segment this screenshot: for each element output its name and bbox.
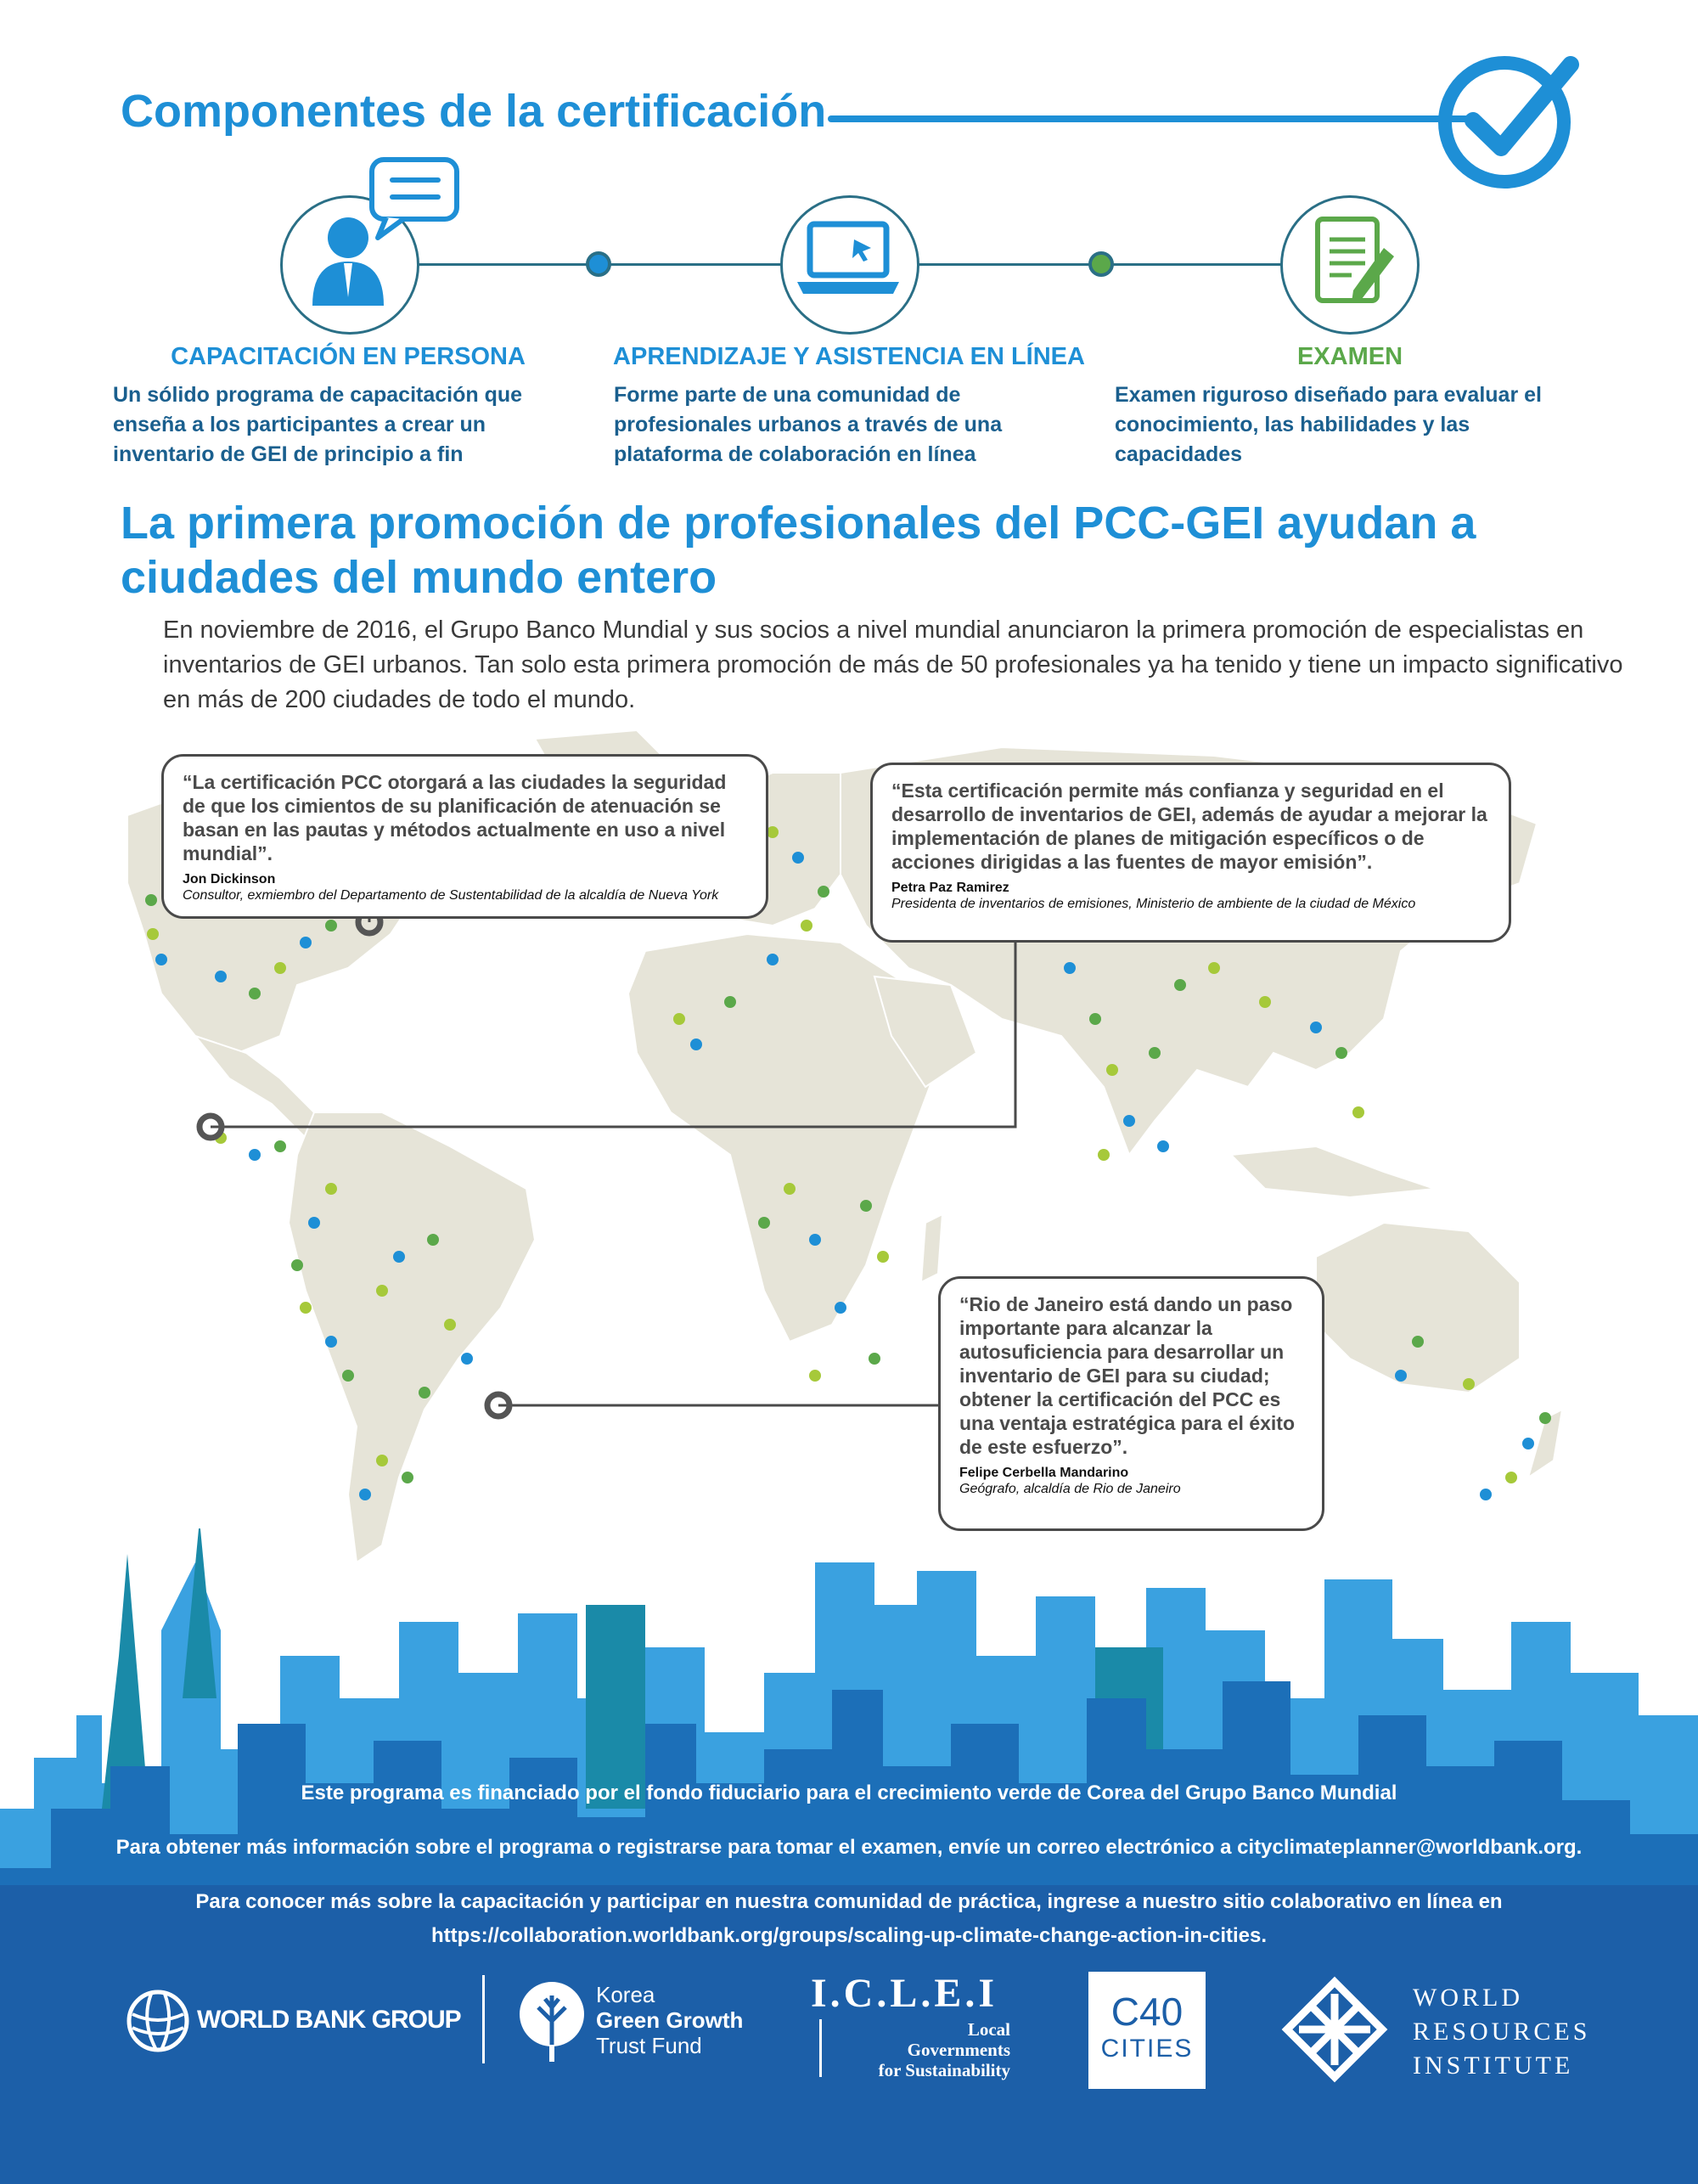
wri-logo-line3: INSTITUTE xyxy=(1413,2052,1574,2080)
page-title: Componentes de la certificación xyxy=(121,86,827,137)
city-dot xyxy=(359,1489,371,1500)
step-2-description: Forme parte de una comunidad de profesionales urbanos a través de una plataforma de colaboración en línea xyxy=(614,383,1003,466)
city-dot xyxy=(393,1251,405,1263)
title-rule xyxy=(828,115,1473,122)
iclei-line3: for Sustainability xyxy=(878,2060,1010,2080)
world-bank-globe-icon xyxy=(126,1989,190,2053)
city-dot xyxy=(809,1234,821,1246)
iclei-line2: Governments xyxy=(907,2040,1010,2060)
city-dot xyxy=(1106,1064,1118,1076)
quote-author: Jon Dickinson xyxy=(183,872,276,887)
city-dot xyxy=(758,1217,770,1229)
city-dot xyxy=(427,1234,439,1246)
step-3-title: EXAMEN xyxy=(1296,343,1403,370)
section-heading: La primera promoción de profesionales del PCC-GEI ayudan a ciudades del mundo entero xyxy=(121,498,1476,603)
city-dot xyxy=(1208,962,1220,974)
city-dot xyxy=(308,1217,320,1229)
korea-logo-line2: Green Growth xyxy=(596,2007,744,2033)
city-dot xyxy=(145,894,157,906)
city-dot xyxy=(1463,1378,1475,1390)
city-dot xyxy=(1412,1336,1424,1348)
city-dot xyxy=(147,928,159,940)
footer-url-link[interactable]: https://collaboration.worldbank.org/groups/scaling-up-climate-change-action-in-cities. xyxy=(430,1924,1268,1947)
madagascar-land xyxy=(921,1214,942,1282)
partner-logos xyxy=(0,1962,1698,2114)
korea-tree-icon xyxy=(516,1979,588,2063)
logo-divider xyxy=(482,1975,485,2063)
step-1-title: CAPACITACIÓN EN PERSONA xyxy=(171,343,526,370)
document-pencil-icon xyxy=(1307,214,1401,316)
quote-author: Felipe Cerbella Mandarino xyxy=(959,1466,1129,1480)
city-dot xyxy=(419,1387,430,1399)
city-dot xyxy=(690,1039,702,1050)
city-dot xyxy=(300,937,312,948)
city-dot xyxy=(1310,1022,1322,1033)
city-dot xyxy=(673,1013,685,1025)
city-dot xyxy=(300,1302,312,1314)
laptop-icon xyxy=(793,217,903,302)
city-dot xyxy=(249,988,261,999)
person-speech-icon xyxy=(297,153,467,314)
city-dot xyxy=(767,826,779,838)
city-dot xyxy=(792,852,804,864)
city-dot xyxy=(461,1353,473,1365)
city-dot xyxy=(325,1336,337,1348)
city-dot xyxy=(835,1302,846,1314)
city-dot xyxy=(1157,1140,1169,1152)
city-dot xyxy=(1335,1047,1347,1059)
iclei-bracket xyxy=(819,2019,822,2077)
city-dot xyxy=(1395,1370,1407,1382)
footer-community-text: Para conocer más sobre la capacitación y participar en nuestra comunidad de práctica, ingrese a nuestro sitio colaborativo en línea en xyxy=(195,1890,1503,1913)
city-dot xyxy=(1098,1149,1110,1161)
city-dot xyxy=(325,1183,337,1195)
city-dot xyxy=(1149,1047,1161,1059)
city-dot xyxy=(274,962,286,974)
world-bank-group-logo: WORLD BANK GROUP xyxy=(197,2006,461,2034)
c40-logo-line1: C40 xyxy=(1110,1990,1184,2034)
quote-text: “La certificación PCC otorgará a las ciudades la seguridad de que los cimientos de su planificación de atenuación se basan en las pautas y métodos actualmente en uso a nivel mundial”. xyxy=(183,771,727,864)
city-dot xyxy=(342,1370,354,1382)
city-dot xyxy=(325,920,337,932)
quote-author-role: Consultor, exmiembro del Departamento de Sustentabilidad de la alcaldía de Nueva York xyxy=(183,888,719,903)
city-dot xyxy=(869,1353,880,1365)
city-dot xyxy=(1174,979,1186,991)
korea-logo-line3: Trust Fund xyxy=(596,2033,702,2058)
city-dot xyxy=(784,1183,796,1195)
quote-author: Petra Paz Ramirez xyxy=(891,881,1009,895)
step-1-description: Un sólido programa de capacitación que enseña a los participantes a crear un inventario de GEI de principio a fin xyxy=(113,383,523,466)
city-dot xyxy=(1064,962,1076,974)
city-dot xyxy=(1123,1115,1135,1127)
city-dot xyxy=(249,1149,261,1161)
city-dot xyxy=(767,954,779,965)
wri-logo-line1: WORLD xyxy=(1413,1984,1523,2012)
city-dot xyxy=(1480,1489,1492,1500)
city-dot xyxy=(1089,1013,1101,1025)
quote-text: “Esta certificación permite más confianza y seguridad en el desarrollo de inventarios de GEI, además de ayudar a mejorar la implementación de planes de mitigación específicos o de acciones dirigidas a las fuentes de mayor emisión”. xyxy=(891,780,1487,873)
city-dot xyxy=(1352,1106,1364,1118)
australia-land xyxy=(1316,1223,1520,1393)
iclei-line1: Local xyxy=(967,2019,1010,2040)
city-dot xyxy=(376,1285,388,1297)
iclei-logo: I.C.L.E.I xyxy=(811,1971,998,2016)
step-3-description: Examen riguroso diseñado para evaluar el conocimiento, las habilidades y las capacidades xyxy=(1115,383,1542,466)
indonesia-land xyxy=(1231,1146,1435,1197)
wri-logo-line2: RESOURCES xyxy=(1413,2018,1591,2046)
quote-author-role: Geógrafo, alcaldía de Rio de Janeiro xyxy=(959,1482,1181,1496)
city-dot xyxy=(809,1370,821,1382)
city-dot xyxy=(444,1319,456,1331)
city-dot xyxy=(155,954,167,965)
c40-logo xyxy=(1088,1972,1206,2089)
step-dot xyxy=(1088,251,1114,277)
south-america-land xyxy=(289,1112,535,1562)
quote-text: “Rio de Janeiro está dando un paso importante para alcanzar la autosuficiencia para desarrollar un inventario de GEI para su ciudad; obtener la certificación del PCC es una ventaja estratégica para el éxito de este esfuerzo”. xyxy=(959,1293,1296,1458)
city-dot xyxy=(215,971,227,982)
city-dot xyxy=(1505,1472,1517,1483)
wri-knot-icon xyxy=(1280,1975,1389,2084)
footer-contact-text: Para obtener más información sobre el programa o registrarse para tomar el examen, envíe un correo electrónico a cityclimateplanner@worldbank.org. xyxy=(115,1836,1583,1859)
quote-card xyxy=(870,763,1511,943)
city-dot xyxy=(877,1251,889,1263)
step-dot xyxy=(586,251,611,277)
footer-funding-text: Este programa es financiado por el fondo fiduciario para el crecimiento verde de Corea del Grupo Banco Mundial xyxy=(301,1782,1397,1804)
city-dot xyxy=(818,886,829,898)
city-dot xyxy=(274,1140,286,1152)
city-dot xyxy=(860,1200,872,1212)
quote-author-role: Presidenta de inventarios de emisiones, Ministerio de ambiente de la ciudad de México xyxy=(891,897,1416,911)
city-dot xyxy=(1522,1438,1534,1449)
city-dot xyxy=(724,996,736,1008)
city-dot xyxy=(291,1259,303,1271)
city-dot xyxy=(1539,1412,1551,1424)
city-dot xyxy=(376,1455,388,1466)
intro-paragraph: En noviembre de 2016, el Grupo Banco Mundial y sus socios a nivel mundial anunciaron la primera promoción de especialistas en inventarios de GEI urbanos. Tan solo esta primera promoción de más de 50 profesionales ya ha tenido y tiene un impacto significativo en más de 200 ciudades de todo el mundo. xyxy=(163,616,1623,713)
korea-logo-line1: Korea xyxy=(596,1982,655,2007)
quote-card xyxy=(161,754,768,919)
city-dot xyxy=(801,920,812,932)
city-dot xyxy=(402,1472,413,1483)
c40-logo-line2: CITIES xyxy=(1100,2035,1194,2063)
checkmark-icon xyxy=(1435,44,1588,189)
step-2-title: APRENDIZAJE Y ASISTENCIA EN LÍNEA xyxy=(613,343,1085,370)
city-dot xyxy=(1259,996,1271,1008)
quote-card xyxy=(938,1276,1324,1531)
